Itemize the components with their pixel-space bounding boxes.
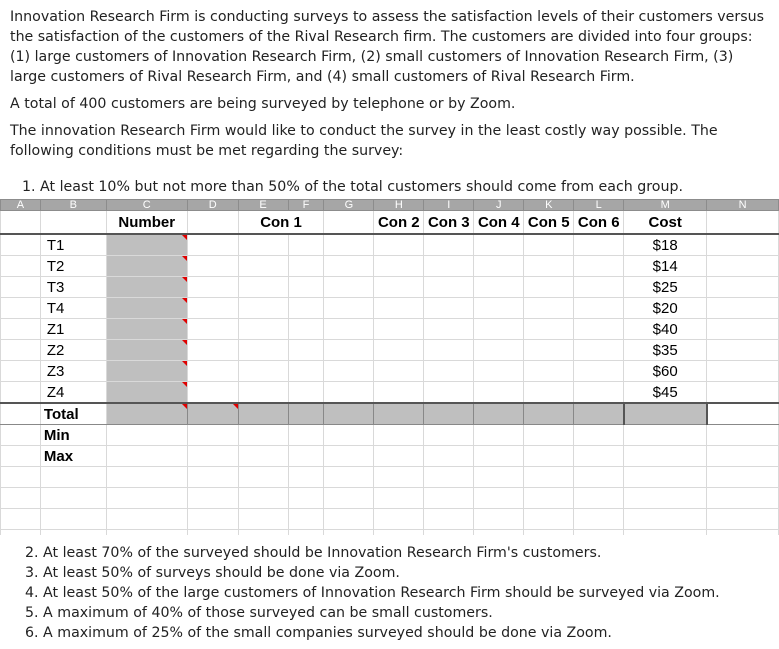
row-label[interactable]: Z1	[40, 319, 106, 340]
cell[interactable]	[1, 361, 41, 382]
cell[interactable]	[524, 509, 574, 530]
table-row	[1, 298, 779, 319]
cell[interactable]	[187, 319, 238, 340]
cell[interactable]	[574, 446, 624, 467]
cell[interactable]	[1, 488, 41, 509]
cell[interactable]	[106, 509, 187, 530]
cell[interactable]	[288, 340, 324, 361]
row-label[interactable]: Z2	[40, 340, 106, 361]
condition-3: 3. At least 50% of surveys should be done via Zoom.	[25, 565, 400, 581]
cell[interactable]	[288, 467, 324, 488]
cell[interactable]	[106, 488, 187, 509]
column-letter[interactable]: D	[187, 200, 238, 211]
column-letter[interactable]: L	[574, 200, 624, 211]
comment-marker	[182, 340, 187, 345]
cost-cell[interactable]: $35	[624, 340, 707, 361]
cell[interactable]	[624, 425, 707, 446]
column-letter[interactable]: F	[288, 200, 324, 211]
cell[interactable]	[707, 446, 779, 467]
intro-paragraph-3: The innovation Research Firm would like to conduct the survey in the least costly way possible. The following conditions must be met regarding the survey:	[10, 123, 718, 159]
cell[interactable]	[238, 530, 288, 536]
cell[interactable]	[574, 425, 624, 446]
table-row	[1, 256, 779, 277]
cost-cell[interactable]: $45	[624, 382, 707, 404]
cell[interactable]	[474, 467, 524, 488]
cell[interactable]	[574, 234, 624, 256]
row-label[interactable]: T1	[40, 234, 106, 256]
cell[interactable]	[424, 361, 474, 382]
row-label[interactable]: Z3	[40, 361, 106, 382]
total-number-cell[interactable]	[106, 403, 187, 425]
cell[interactable]	[1, 298, 41, 319]
cell[interactable]	[524, 277, 574, 298]
comment-marker	[182, 298, 187, 303]
row-label[interactable]: T4	[40, 298, 106, 319]
column-letter[interactable]: B	[40, 200, 106, 211]
cell[interactable]	[707, 211, 779, 235]
cell[interactable]	[374, 256, 424, 277]
cell[interactable]	[1, 211, 41, 235]
cell[interactable]	[624, 488, 707, 509]
cell[interactable]	[707, 488, 779, 509]
cell[interactable]	[40, 488, 106, 509]
total-cell[interactable]	[374, 403, 424, 425]
cell[interactable]	[707, 361, 779, 382]
cell[interactable]	[574, 509, 624, 530]
cell[interactable]	[374, 340, 424, 361]
cell[interactable]	[187, 211, 238, 235]
cost-cell[interactable]: $60	[624, 361, 707, 382]
cell[interactable]	[574, 488, 624, 509]
total-label[interactable]: Total	[40, 403, 106, 425]
header-con6[interactable]: Con 6	[574, 211, 624, 235]
cell[interactable]	[106, 446, 187, 467]
cell[interactable]	[374, 467, 424, 488]
column-letter[interactable]: A	[1, 200, 41, 211]
cell[interactable]	[474, 298, 524, 319]
cell[interactable]	[238, 509, 288, 530]
cell[interactable]	[374, 425, 424, 446]
cell[interactable]	[187, 425, 238, 446]
cell[interactable]	[238, 467, 288, 488]
cell[interactable]	[324, 340, 374, 361]
cell[interactable]	[288, 361, 324, 382]
cell[interactable]	[1, 340, 41, 361]
cell[interactable]	[474, 530, 524, 536]
cell[interactable]	[707, 277, 779, 298]
cell[interactable]	[238, 319, 288, 340]
cell[interactable]	[238, 298, 288, 319]
cell[interactable]	[324, 467, 374, 488]
cell[interactable]	[574, 340, 624, 361]
number-input-cell[interactable]	[106, 382, 187, 404]
cell[interactable]	[474, 256, 524, 277]
cell[interactable]	[324, 319, 374, 340]
comment-marker	[182, 235, 187, 240]
cell[interactable]	[424, 425, 474, 446]
cell[interactable]	[524, 319, 574, 340]
cell[interactable]	[374, 530, 424, 536]
cell[interactable]	[707, 382, 779, 404]
cell[interactable]	[424, 382, 474, 404]
cell[interactable]	[624, 530, 707, 536]
cell[interactable]	[707, 340, 779, 361]
total-cell[interactable]	[187, 403, 238, 425]
cell[interactable]	[474, 340, 524, 361]
cell[interactable]	[574, 467, 624, 488]
cost-cell[interactable]: $14	[624, 256, 707, 277]
condition-2: 2. At least 70% of the surveyed should be Innovation Research Firm's customers.	[25, 545, 602, 561]
min-row	[1, 425, 779, 446]
table-row	[1, 340, 779, 361]
total-cost-cell[interactable]	[624, 403, 707, 425]
cell[interactable]	[574, 382, 624, 404]
number-input-cell[interactable]	[106, 319, 187, 340]
header-row	[1, 211, 779, 235]
cell[interactable]	[40, 211, 106, 235]
cell[interactable]	[238, 382, 288, 404]
cell[interactable]	[374, 382, 424, 404]
cell[interactable]	[324, 256, 374, 277]
cell[interactable]	[707, 403, 779, 425]
number-input-cell[interactable]	[106, 298, 187, 319]
cost-cell[interactable]: $40	[624, 319, 707, 340]
cell[interactable]	[707, 319, 779, 340]
row-label[interactable]: Z4	[40, 382, 106, 404]
header-con5[interactable]: Con 5	[524, 211, 574, 235]
cell[interactable]	[624, 509, 707, 530]
cell[interactable]	[474, 509, 524, 530]
cell[interactable]	[187, 277, 238, 298]
cell[interactable]	[524, 340, 574, 361]
number-input-cell[interactable]	[106, 277, 187, 298]
cell[interactable]	[524, 467, 574, 488]
cell[interactable]	[187, 256, 238, 277]
cell[interactable]	[424, 256, 474, 277]
number-input-cell[interactable]	[106, 340, 187, 361]
cell[interactable]	[187, 382, 238, 404]
column-letter-header	[1, 200, 779, 211]
column-letter[interactable]: E	[238, 200, 288, 211]
header-con1[interactable]: Con 1	[238, 211, 324, 235]
cell[interactable]	[40, 530, 106, 536]
column-letter[interactable]: G	[324, 200, 374, 211]
column-letter[interactable]: J	[474, 200, 524, 211]
table-row	[1, 277, 779, 298]
cell[interactable]	[324, 211, 374, 235]
max-row	[1, 446, 779, 467]
spreadsheet	[0, 199, 779, 535]
cell[interactable]	[474, 425, 524, 446]
total-cell[interactable]	[524, 403, 574, 425]
column-letter[interactable]: K	[524, 200, 574, 211]
min-label[interactable]: Min	[40, 425, 106, 446]
cell[interactable]	[574, 361, 624, 382]
cell[interactable]	[524, 361, 574, 382]
cell[interactable]	[424, 298, 474, 319]
cell[interactable]	[574, 256, 624, 277]
table-row	[1, 319, 779, 340]
cell[interactable]	[524, 234, 574, 256]
cell[interactable]	[238, 277, 288, 298]
cell[interactable]	[238, 234, 288, 256]
column-letter[interactable]: C	[106, 200, 187, 211]
cell[interactable]	[574, 277, 624, 298]
cell[interactable]	[424, 446, 474, 467]
cell[interactable]	[707, 530, 779, 536]
cell[interactable]	[187, 488, 238, 509]
total-row	[1, 403, 779, 425]
cell[interactable]	[474, 446, 524, 467]
cell[interactable]	[374, 361, 424, 382]
cell[interactable]	[424, 340, 474, 361]
cell[interactable]	[707, 467, 779, 488]
cell[interactable]	[238, 425, 288, 446]
cell[interactable]	[324, 277, 374, 298]
row-label[interactable]: T3	[40, 277, 106, 298]
cell[interactable]	[288, 488, 324, 509]
cell[interactable]	[324, 509, 374, 530]
cell[interactable]	[288, 319, 324, 340]
cell[interactable]	[424, 234, 474, 256]
conditions-list	[9, 543, 720, 643]
number-input-cell[interactable]	[106, 361, 187, 382]
cell[interactable]	[40, 509, 106, 530]
cell[interactable]	[324, 382, 374, 404]
cell[interactable]	[238, 340, 288, 361]
comment-marker	[182, 382, 187, 387]
cost-cell[interactable]: $25	[624, 277, 707, 298]
cell[interactable]	[288, 509, 324, 530]
number-input-cell[interactable]	[106, 256, 187, 277]
table-row	[1, 382, 779, 404]
cell[interactable]	[1, 234, 41, 256]
condition-1: 1. At least 10% but not more than 50% of the total customers should come from each group.	[22, 179, 683, 195]
cost-cell[interactable]: $18	[624, 234, 707, 256]
header-number[interactable]: Number	[106, 211, 187, 235]
cell[interactable]	[288, 234, 324, 256]
comment-marker	[182, 361, 187, 366]
cell[interactable]	[424, 319, 474, 340]
cell[interactable]	[524, 425, 574, 446]
empty-row	[1, 530, 779, 536]
cell[interactable]	[324, 234, 374, 256]
cell[interactable]	[288, 382, 324, 404]
cell[interactable]	[474, 234, 524, 256]
cell[interactable]	[707, 234, 779, 256]
cell[interactable]	[374, 234, 424, 256]
comment-marker	[182, 256, 187, 261]
cell[interactable]	[1, 277, 41, 298]
comment-marker	[182, 277, 187, 282]
total-cell[interactable]	[474, 403, 524, 425]
cell[interactable]	[1, 467, 41, 488]
cell[interactable]	[238, 488, 288, 509]
empty-row	[1, 467, 779, 488]
cell[interactable]	[1, 403, 41, 425]
cell[interactable]	[524, 256, 574, 277]
column-letter[interactable]: H	[374, 200, 424, 211]
cell[interactable]	[574, 298, 624, 319]
row-label[interactable]: T2	[40, 256, 106, 277]
empty-row	[1, 509, 779, 530]
cell[interactable]	[324, 361, 374, 382]
cell[interactable]	[524, 382, 574, 404]
cell[interactable]	[374, 488, 424, 509]
cell[interactable]	[424, 467, 474, 488]
cell[interactable]	[374, 446, 424, 467]
cell[interactable]	[424, 530, 474, 536]
cell[interactable]	[1, 446, 41, 467]
column-letter[interactable]: M	[624, 200, 707, 211]
table-row	[1, 234, 779, 256]
cell[interactable]	[1, 382, 41, 404]
cell[interactable]	[624, 446, 707, 467]
cell[interactable]	[474, 382, 524, 404]
cell[interactable]	[288, 298, 324, 319]
comment-marker	[182, 319, 187, 324]
cell[interactable]	[524, 530, 574, 536]
cell[interactable]	[324, 425, 374, 446]
cell[interactable]	[1, 530, 41, 536]
max-label[interactable]: Max	[40, 446, 106, 467]
number-input-cell[interactable]	[106, 234, 187, 256]
cell[interactable]	[707, 425, 779, 446]
cell[interactable]	[187, 234, 238, 256]
cell[interactable]	[524, 488, 574, 509]
empty-row	[1, 488, 779, 509]
cell[interactable]	[324, 530, 374, 536]
cell[interactable]	[424, 277, 474, 298]
cell[interactable]	[288, 256, 324, 277]
cell[interactable]	[324, 446, 374, 467]
intro-paragraph-2: A total of 400 customers are being surveyed by telephone or by Zoom.	[10, 96, 516, 112]
cell[interactable]	[374, 298, 424, 319]
total-cell[interactable]	[324, 403, 374, 425]
cell[interactable]	[187, 446, 238, 467]
header-cost[interactable]: Cost	[624, 211, 707, 235]
cell[interactable]	[374, 509, 424, 530]
cell[interactable]	[524, 446, 574, 467]
cell[interactable]	[187, 361, 238, 382]
header-con3[interactable]: Con 3	[424, 211, 474, 235]
cell[interactable]	[106, 425, 187, 446]
spreadsheet-table	[0, 199, 779, 535]
cell[interactable]	[187, 530, 238, 536]
cell[interactable]	[238, 361, 288, 382]
cell[interactable]	[106, 467, 187, 488]
cell[interactable]	[474, 319, 524, 340]
cell[interactable]	[574, 319, 624, 340]
total-cell[interactable]	[574, 403, 624, 425]
cell[interactable]	[288, 530, 324, 536]
cell[interactable]	[474, 361, 524, 382]
comment-marker	[233, 404, 238, 409]
data-rows	[1, 234, 779, 403]
cell[interactable]	[187, 467, 238, 488]
cell[interactable]	[106, 530, 187, 536]
header-con4[interactable]: Con 4	[474, 211, 524, 235]
total-cell[interactable]	[288, 403, 324, 425]
cell[interactable]	[288, 446, 324, 467]
cell[interactable]	[474, 277, 524, 298]
total-cell[interactable]	[238, 403, 288, 425]
cell[interactable]	[1, 509, 41, 530]
cost-cell[interactable]: $20	[624, 298, 707, 319]
cell[interactable]	[288, 277, 324, 298]
cell[interactable]	[324, 488, 374, 509]
cell[interactable]	[1, 425, 41, 446]
cell[interactable]	[424, 509, 474, 530]
cell[interactable]	[40, 467, 106, 488]
cell[interactable]	[1, 319, 41, 340]
cell[interactable]	[574, 530, 624, 536]
comment-marker	[182, 404, 187, 409]
cell[interactable]	[187, 340, 238, 361]
cell[interactable]	[707, 256, 779, 277]
cell[interactable]	[424, 488, 474, 509]
cell[interactable]	[324, 298, 374, 319]
condition-6: 6. A maximum of 25% of the small companies surveyed should be done via Zoom.	[25, 625, 612, 641]
intro-paragraph-1: Innovation Research Firm is conducting surveys to assess the satisfaction levels of their customers versus the satisfaction of the customers of the Rival Research firm. The customers are divided into four groups: (1) large customers of Innovation Research Firm, (2) small customers of Innovation Research Firm, (3) large customers of Rival Research Firm, and (4) small customers of Rival Research Firm.	[10, 9, 764, 85]
condition-4: 4. At least 50% of the large customers of Innovation Research Firm should be surveyed via Zoom.	[25, 585, 720, 601]
header-con2[interactable]: Con 2	[374, 211, 424, 235]
cell[interactable]	[474, 488, 524, 509]
cell[interactable]	[374, 277, 424, 298]
cell[interactable]	[707, 509, 779, 530]
cell[interactable]	[707, 298, 779, 319]
column-letter[interactable]: N	[707, 200, 779, 211]
cell[interactable]	[524, 298, 574, 319]
cell[interactable]	[238, 256, 288, 277]
column-letter[interactable]: I	[424, 200, 474, 211]
condition-5: 5. A maximum of 40% of those surveyed can be small customers.	[25, 605, 493, 621]
cell[interactable]	[1, 256, 41, 277]
cell[interactable]	[288, 425, 324, 446]
cell[interactable]	[187, 509, 238, 530]
cell[interactable]	[187, 298, 238, 319]
cell[interactable]	[374, 319, 424, 340]
table-row	[1, 361, 779, 382]
total-cell[interactable]	[424, 403, 474, 425]
cell[interactable]	[238, 446, 288, 467]
cell[interactable]	[624, 467, 707, 488]
